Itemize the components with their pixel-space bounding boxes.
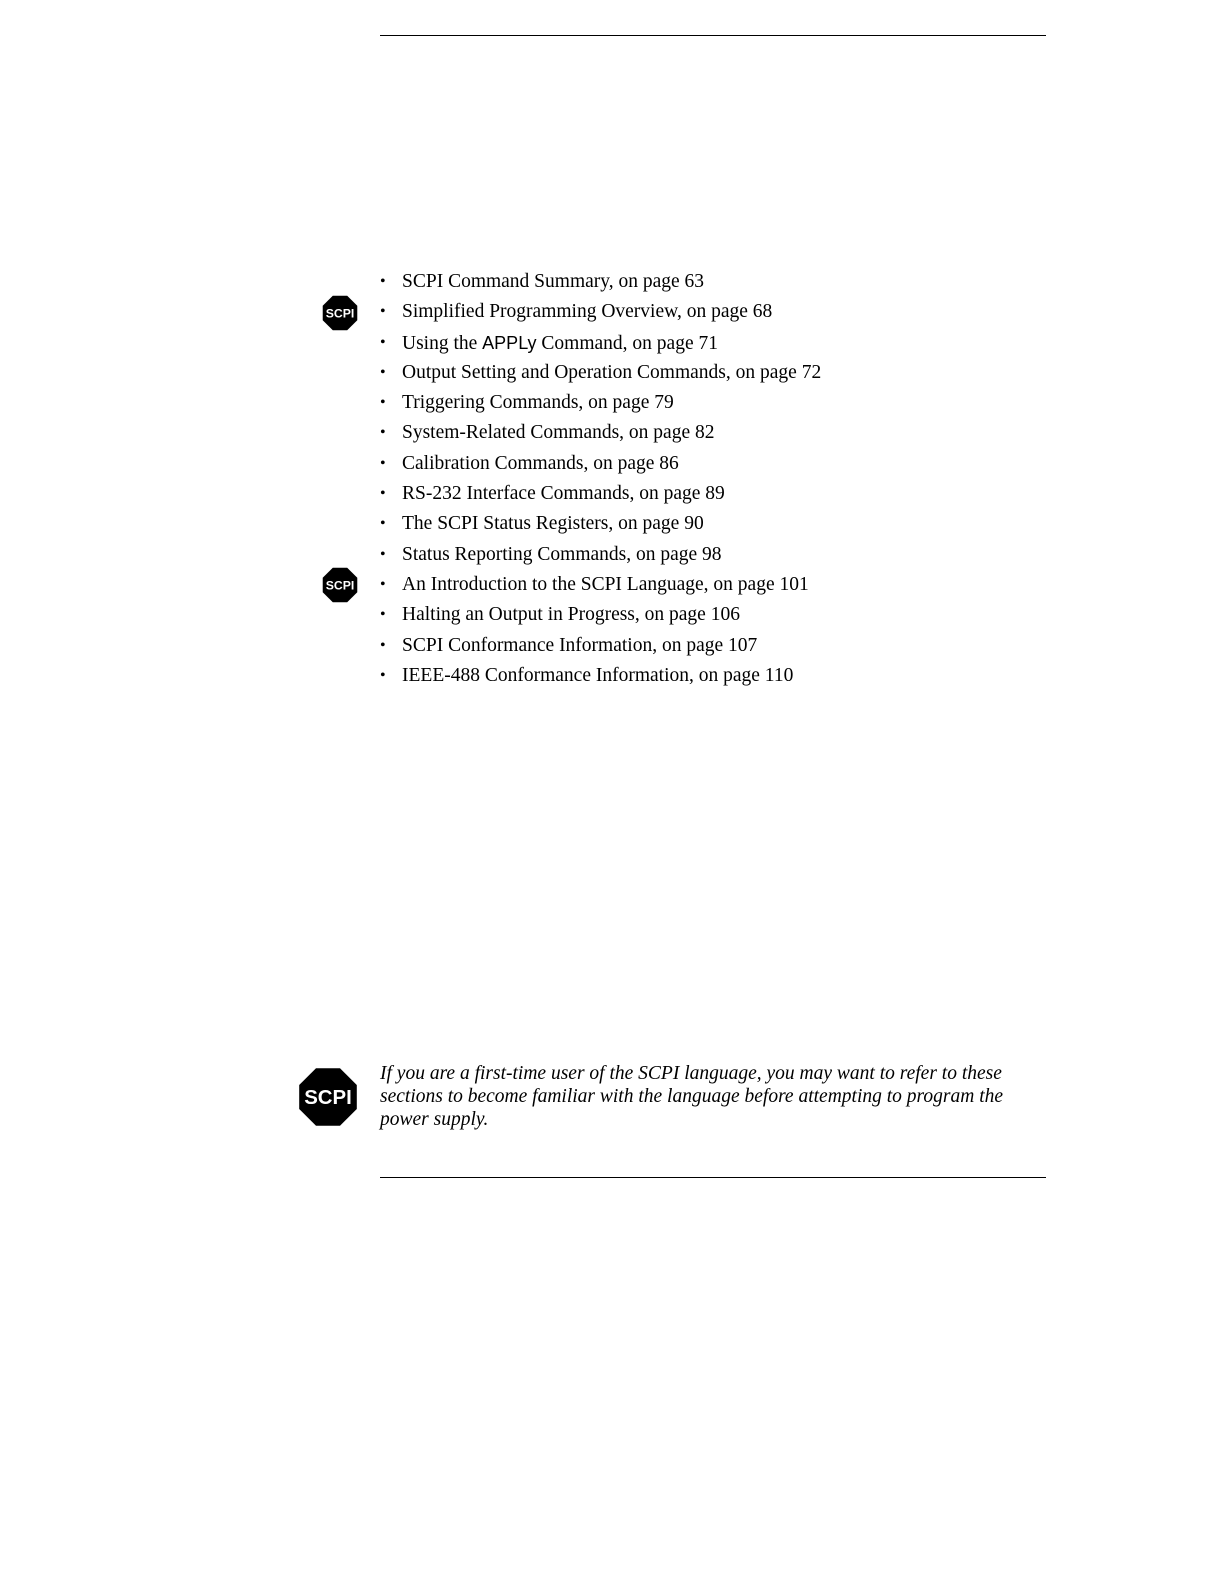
toc-item-using-apply-command[interactable] — [380, 328, 1040, 358]
toc-item-halting-output[interactable] — [380, 600, 1040, 630]
bullet: • — [380, 515, 386, 533]
command-keyword: APPLy — [482, 332, 537, 353]
toc-item-label: An Introduction to the SCPI Language, on page 101 — [402, 573, 809, 595]
bullet: • — [380, 424, 386, 442]
bullet: • — [380, 485, 386, 503]
toc-item-label: System-Related Commands, on page 82 — [402, 422, 715, 444]
toc-item-label: SCPI Conformance Information, on page 107 — [402, 634, 758, 656]
toc-item-label: Calibration Commands, on page 86 — [402, 452, 679, 474]
bullet: • — [380, 666, 386, 684]
toc-item-label: Output Setting and Operation Commands, on page 72 — [402, 361, 822, 383]
toc-item-label: RS-232 Interface Commands, on page 89 — [402, 483, 725, 505]
toc-item-label: IEEE-488 Conformance Information, on page 110 — [402, 664, 794, 686]
scpi-icon — [322, 567, 358, 603]
toc-item-label: Simplified Programming Overview, on page 68 — [402, 301, 773, 323]
scpi-icon — [322, 295, 358, 331]
toc-item-status-reporting-commands[interactable] — [380, 540, 1040, 570]
toc-item-scpi-status-registers[interactable] — [380, 509, 1040, 539]
bullet: • — [380, 545, 386, 563]
bullet: • — [380, 363, 386, 381]
toc-item-system-related-commands[interactable] — [380, 418, 1040, 448]
bullet: • — [380, 606, 386, 624]
toc-item-scpi-command-summary[interactable] — [380, 267, 1040, 297]
scpi-icon-label: SCPI — [325, 306, 355, 321]
scpi-icon-label: SCPI — [304, 1087, 352, 1110]
scpi-icon-label: SCPI — [325, 578, 355, 593]
toc-item-output-setting-commands[interactable] — [380, 358, 1040, 388]
toc-item-triggering-commands[interactable] — [380, 388, 1040, 418]
toc-list — [380, 267, 1040, 691]
toc-item-simplified-programming-overview[interactable] — [380, 297, 1040, 327]
bullet: • — [380, 303, 386, 321]
bullet: • — [380, 636, 386, 654]
bullet: • — [380, 273, 386, 290]
bottom-rule — [380, 1177, 1046, 1178]
toc-item-rs232-interface-commands[interactable] — [380, 479, 1040, 509]
toc-item-label: Halting an Output in Progress, on page 106 — [402, 604, 740, 626]
toc-item-label: Status Reporting Commands, on page 98 — [402, 543, 722, 565]
scpi-icon — [298, 1067, 358, 1127]
toc-item-label: The SCPI Status Registers, on page 90 — [402, 513, 704, 535]
toc-item-label: Triggering Commands, on page 79 — [402, 392, 674, 414]
toc-item-label: SCPI Command Summary, on page 63 — [402, 271, 705, 292]
bullet: • — [380, 454, 386, 472]
toc-item-calibration-commands[interactable] — [380, 449, 1040, 479]
toc-item-scpi-conformance[interactable] — [380, 631, 1040, 661]
toc-item-introduction-scpi-language[interactable] — [380, 570, 1040, 600]
bullet: • — [380, 333, 386, 351]
top-rule — [380, 35, 1046, 36]
bullet: • — [380, 394, 386, 412]
scpi-note: If you are a first-time user of the SCPI language, you may want to refer to these sections to become familiar with the language before attempting to program the power supply. — [380, 1063, 1004, 1130]
toc-item-ieee488-conformance[interactable] — [380, 661, 1040, 691]
toc-item-label: Using the APPLy Command, on page 71 — [402, 332, 718, 354]
bullet: • — [380, 575, 386, 593]
